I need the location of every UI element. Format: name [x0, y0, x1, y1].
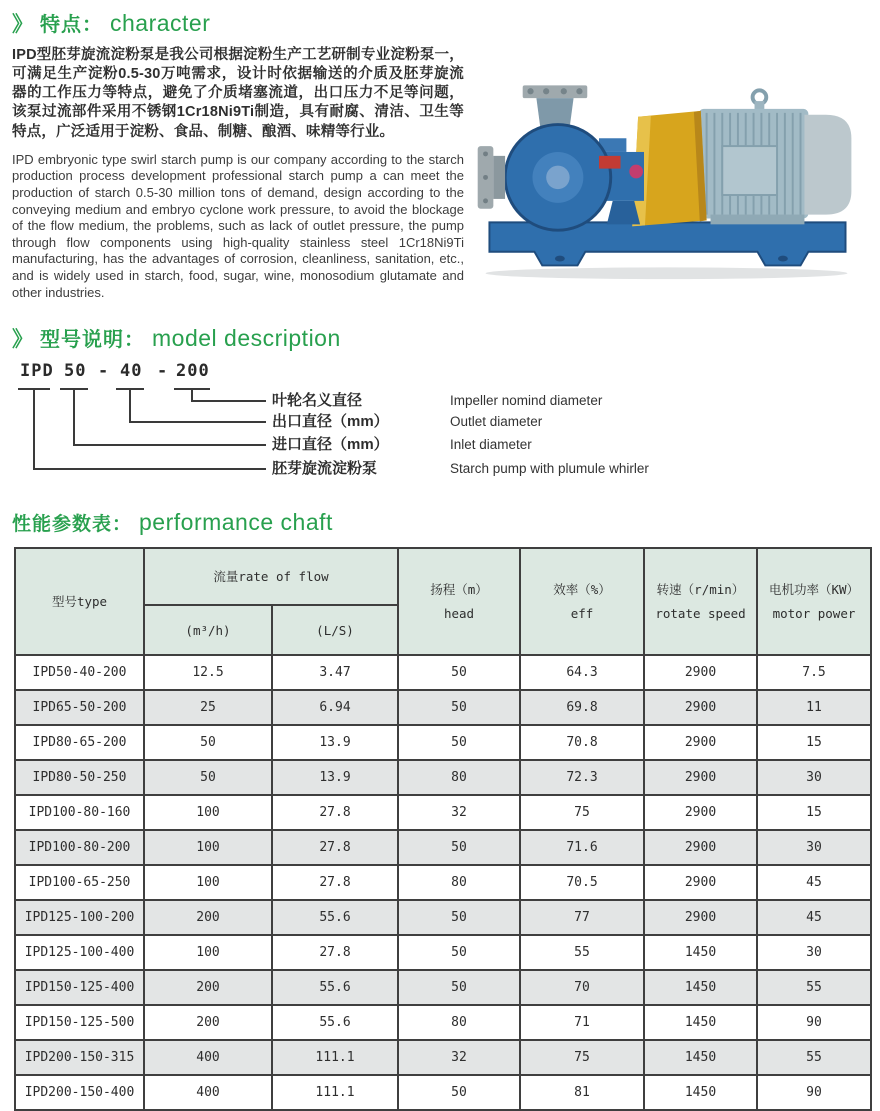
col-header-eff-zh: 效率（%） [553, 582, 611, 598]
value-cell: 80 [398, 865, 520, 900]
model-cell: IPD150-125-400 [15, 970, 144, 1005]
value-cell: 50 [398, 935, 520, 970]
value-cell: 13.9 [272, 760, 398, 795]
base-bolt-hole [555, 256, 565, 262]
value-cell: 27.8 [272, 830, 398, 865]
value-cell: 80 [398, 1005, 520, 1040]
value-cell: 1450 [644, 1005, 757, 1040]
flange-bolt [561, 88, 567, 94]
performance-table [14, 547, 872, 1111]
character-paragraph-en: IPD embryonic type swirl starch pump is our company according to the starch production process development professional starch pump a can meet the production of starch 0.5-30 million tons of demand, design according to the conveying medium and embryo cyclone work pressure, to avoid the blockage of the flow medium, the problems, such as lack of outlet pressure, the pump through flow components using high-quality stainless steel 1Cr18Ni9Ti manufacturing, has the advantages of corrosion, cleanliness, sanitation, etc., and is widely used in starch, food, sugar, wine, monosodium glutamate and other industries. [12, 151, 464, 300]
value-cell: 72.3 [520, 760, 644, 795]
value-cell: 71.6 [520, 830, 644, 865]
value-cell: 15 [757, 725, 871, 760]
value-cell: 70 [520, 970, 644, 1005]
value-cell: 50 [398, 1075, 520, 1110]
value-cell: 50 [144, 760, 272, 795]
casing-gland [546, 166, 569, 189]
value-cell: 45 [757, 900, 871, 935]
value-cell: 69.8 [520, 690, 644, 725]
model-code-dash: - [98, 361, 110, 382]
motor-fan-cover [804, 115, 851, 215]
col-header-flow-ls [272, 605, 398, 655]
value-cell: 2900 [644, 655, 757, 690]
motor-foot [711, 215, 805, 225]
section-model-description [12, 323, 868, 493]
table-row [15, 795, 871, 830]
value-cell: 111.1 [272, 1075, 398, 1110]
value-cell: 200 [144, 900, 272, 935]
model-label-impeller-zh: 叶轮名义直径 [272, 392, 363, 410]
character-paragraph-zh: IPD型胚芽旋流淀粉泵是我公司根据淀粉生产工艺研制专业淀粉泵一，可满足生产淀粉0.5-30万吨需求，设计时依据输送的介质及胚芽旋流器的工作压力等特点，避免了介质堵塞流道，出口压力不足等问题，该泵过流部件采用不锈钢1Cr18Ni9Ti制造，具有耐腐、清洁、卫生等特点，广泛适用于淀粉、食品、制糖、酿酒、味精等行业。 [12, 47, 464, 140]
col-header-head [398, 548, 520, 655]
table-row [15, 865, 871, 900]
double-chevron-icon: 》 [12, 328, 33, 352]
col-header-power-en: motor power [772, 606, 856, 622]
value-cell: 27.8 [272, 935, 398, 970]
value-cell: 50 [398, 830, 520, 865]
nameplate [599, 156, 621, 169]
character-columns [12, 46, 868, 301]
value-cell: 400 [144, 1040, 272, 1075]
base-bolt-hole [778, 256, 788, 262]
value-cell: 30 [757, 760, 871, 795]
flange-bolt [527, 88, 533, 94]
model-code-impeller: 200 [176, 361, 210, 382]
seal-ring [629, 165, 643, 179]
motor-terminal-box [722, 146, 777, 195]
table-row [15, 1040, 871, 1075]
value-cell: 2900 [644, 900, 757, 935]
pump-illustration [464, 60, 869, 285]
model-code-outlet: 40 [120, 361, 143, 382]
value-cell: 32 [398, 1040, 520, 1075]
table-row [15, 690, 871, 725]
model-cell: IPD80-65-200 [15, 725, 144, 760]
col-header-flow-group [144, 548, 398, 605]
value-cell: 90 [757, 1075, 871, 1110]
col-header-head-en: head [443, 606, 475, 622]
value-cell: 55.6 [272, 970, 398, 1005]
col-header-speed-zh: 转速（r/min） [656, 582, 745, 598]
section-model-title-zh: 型号说明： [40, 329, 145, 352]
model-label-pump-en: Starch pump with plumule whirler [450, 461, 649, 477]
value-cell: 200 [144, 1005, 272, 1040]
model-label-pump-zh: 胚芽旋流淀粉泵 [272, 460, 378, 478]
col-header-eff [520, 548, 644, 655]
table-row [15, 725, 871, 760]
value-cell: 50 [398, 970, 520, 1005]
value-cell: 77 [520, 900, 644, 935]
value-cell: 13.9 [272, 725, 398, 760]
table-row [15, 1075, 871, 1110]
table-row [15, 900, 871, 935]
value-cell: 12.5 [144, 655, 272, 690]
performance-table-body [15, 655, 871, 1110]
section-performance [12, 509, 868, 1111]
value-cell: 45 [757, 865, 871, 900]
model-cell: IPD125-100-400 [15, 935, 144, 970]
value-cell: 55.6 [272, 900, 398, 935]
value-cell: 50 [144, 725, 272, 760]
model-cell: IPD50-40-200 [15, 655, 144, 690]
value-cell: 1450 [644, 1040, 757, 1075]
model-label-impeller-en: Impeller nomind diameter [450, 393, 603, 409]
col-header-power-zh: 电机功率（KW） [768, 582, 860, 598]
value-cell: 27.8 [272, 795, 398, 830]
performance-table-head [15, 548, 871, 655]
value-cell: 32 [398, 795, 520, 830]
table-row [15, 655, 871, 690]
col-header-speed [644, 548, 757, 655]
value-cell: 70.5 [520, 865, 644, 900]
flange-bolt [576, 88, 582, 94]
value-cell: 30 [757, 935, 871, 970]
col-header-type-label: 型号type [51, 594, 108, 610]
section-performance-header [12, 509, 868, 536]
value-cell: 1450 [644, 970, 757, 1005]
value-cell: 50 [398, 725, 520, 760]
col-header-head-zh: 扬程（m） [430, 582, 488, 598]
col-header-speed-en: rotate speed [655, 606, 746, 622]
flange-bolt [483, 175, 488, 180]
model-cell: IPD100-80-160 [15, 795, 144, 830]
section-character-header [12, 8, 868, 37]
value-cell: 55.6 [272, 1005, 398, 1040]
model-cell: IPD100-65-250 [15, 865, 144, 900]
value-cell: 2900 [644, 795, 757, 830]
value-cell: 90 [757, 1005, 871, 1040]
model-cell: IPD80-50-250 [15, 760, 144, 795]
section-performance-title-en: performance chaft [139, 509, 333, 536]
value-cell: 27.8 [272, 865, 398, 900]
table-row [15, 760, 871, 795]
value-cell: 55 [520, 935, 644, 970]
value-cell: 2900 [644, 865, 757, 900]
value-cell: 2900 [644, 830, 757, 865]
col-header-flow-m3h-label: (m³/h) [185, 622, 231, 638]
value-cell: 50 [398, 655, 520, 690]
section-model-header [12, 323, 868, 352]
col-header-eff-en: eff [570, 606, 594, 622]
model-code-series: IPD [20, 361, 54, 382]
value-cell: 400 [144, 1075, 272, 1110]
table-row [15, 830, 871, 865]
value-cell: 100 [144, 795, 272, 830]
model-label-outlet-zh: 出口直径（mm） [272, 413, 389, 431]
model-code-inlet: 50 [64, 361, 87, 382]
value-cell: 100 [144, 830, 272, 865]
section-performance-title-zh: 性能参数表： [12, 514, 133, 536]
value-cell: 50 [398, 900, 520, 935]
value-cell: 25 [144, 690, 272, 725]
model-label-inlet-zh: 进口直径（mm） [272, 436, 389, 454]
value-cell: 6.94 [272, 690, 398, 725]
pump-shadow [486, 267, 848, 279]
motor [699, 90, 852, 224]
value-cell: 15 [757, 795, 871, 830]
model-cell: IPD65-50-200 [15, 690, 144, 725]
value-cell: 111.1 [272, 1040, 398, 1075]
character-text-column [12, 46, 464, 301]
value-cell: 55 [757, 1040, 871, 1075]
value-cell: 100 [144, 935, 272, 970]
flange-bolt [543, 88, 549, 94]
value-cell: 80 [398, 760, 520, 795]
model-label-outlet-en: Outlet diameter [450, 414, 543, 430]
value-cell: 1450 [644, 1075, 757, 1110]
table-row [15, 1005, 871, 1040]
section-model-title-en: model description [152, 325, 341, 352]
model-cell: IPD125-100-200 [15, 900, 144, 935]
model-cell: IPD100-80-200 [15, 830, 144, 865]
value-cell: 71 [520, 1005, 644, 1040]
value-cell: 3.47 [272, 655, 398, 690]
value-cell: 11 [757, 690, 871, 725]
flange-bolt [483, 151, 488, 156]
flange-bolt [483, 198, 488, 203]
value-cell: 200 [144, 970, 272, 1005]
col-header-type [15, 548, 144, 655]
section-character-title-en: character [110, 10, 211, 36]
value-cell: 75 [520, 795, 644, 830]
value-cell: 1450 [644, 935, 757, 970]
value-cell: 2900 [644, 690, 757, 725]
value-cell: 100 [144, 865, 272, 900]
value-cell: 50 [398, 690, 520, 725]
value-cell: 2900 [644, 760, 757, 795]
value-cell: 55 [757, 970, 871, 1005]
value-cell: 30 [757, 830, 871, 865]
table-row [15, 970, 871, 1005]
value-cell: 7.5 [757, 655, 871, 690]
col-header-flow-label: 流量rate of flow [213, 569, 329, 585]
col-header-power [757, 548, 871, 655]
model-cell: IPD150-125-500 [15, 1005, 144, 1040]
col-header-flow-m3h [144, 605, 272, 655]
double-chevron-icon: 》 [12, 13, 33, 36]
col-header-flow-ls-label: (L/S) [316, 622, 354, 638]
value-cell: 70.8 [520, 725, 644, 760]
pump-casing-group [478, 85, 644, 230]
value-cell: 81 [520, 1075, 644, 1110]
model-cell: IPD200-150-400 [15, 1075, 144, 1110]
value-cell: 64.3 [520, 655, 644, 690]
model-cell: IPD200-150-315 [15, 1040, 144, 1075]
suction-hub [493, 156, 505, 199]
pump-photo [464, 60, 869, 285]
table-row [15, 935, 871, 970]
value-cell: 2900 [644, 725, 757, 760]
model-label-inlet-en: Inlet diameter [450, 437, 532, 453]
model-code-diagram [14, 361, 868, 493]
section-character [12, 8, 868, 301]
section-character-title-zh: 特点： [40, 14, 103, 36]
value-cell: 75 [520, 1040, 644, 1075]
model-code-dash: - [157, 361, 169, 382]
